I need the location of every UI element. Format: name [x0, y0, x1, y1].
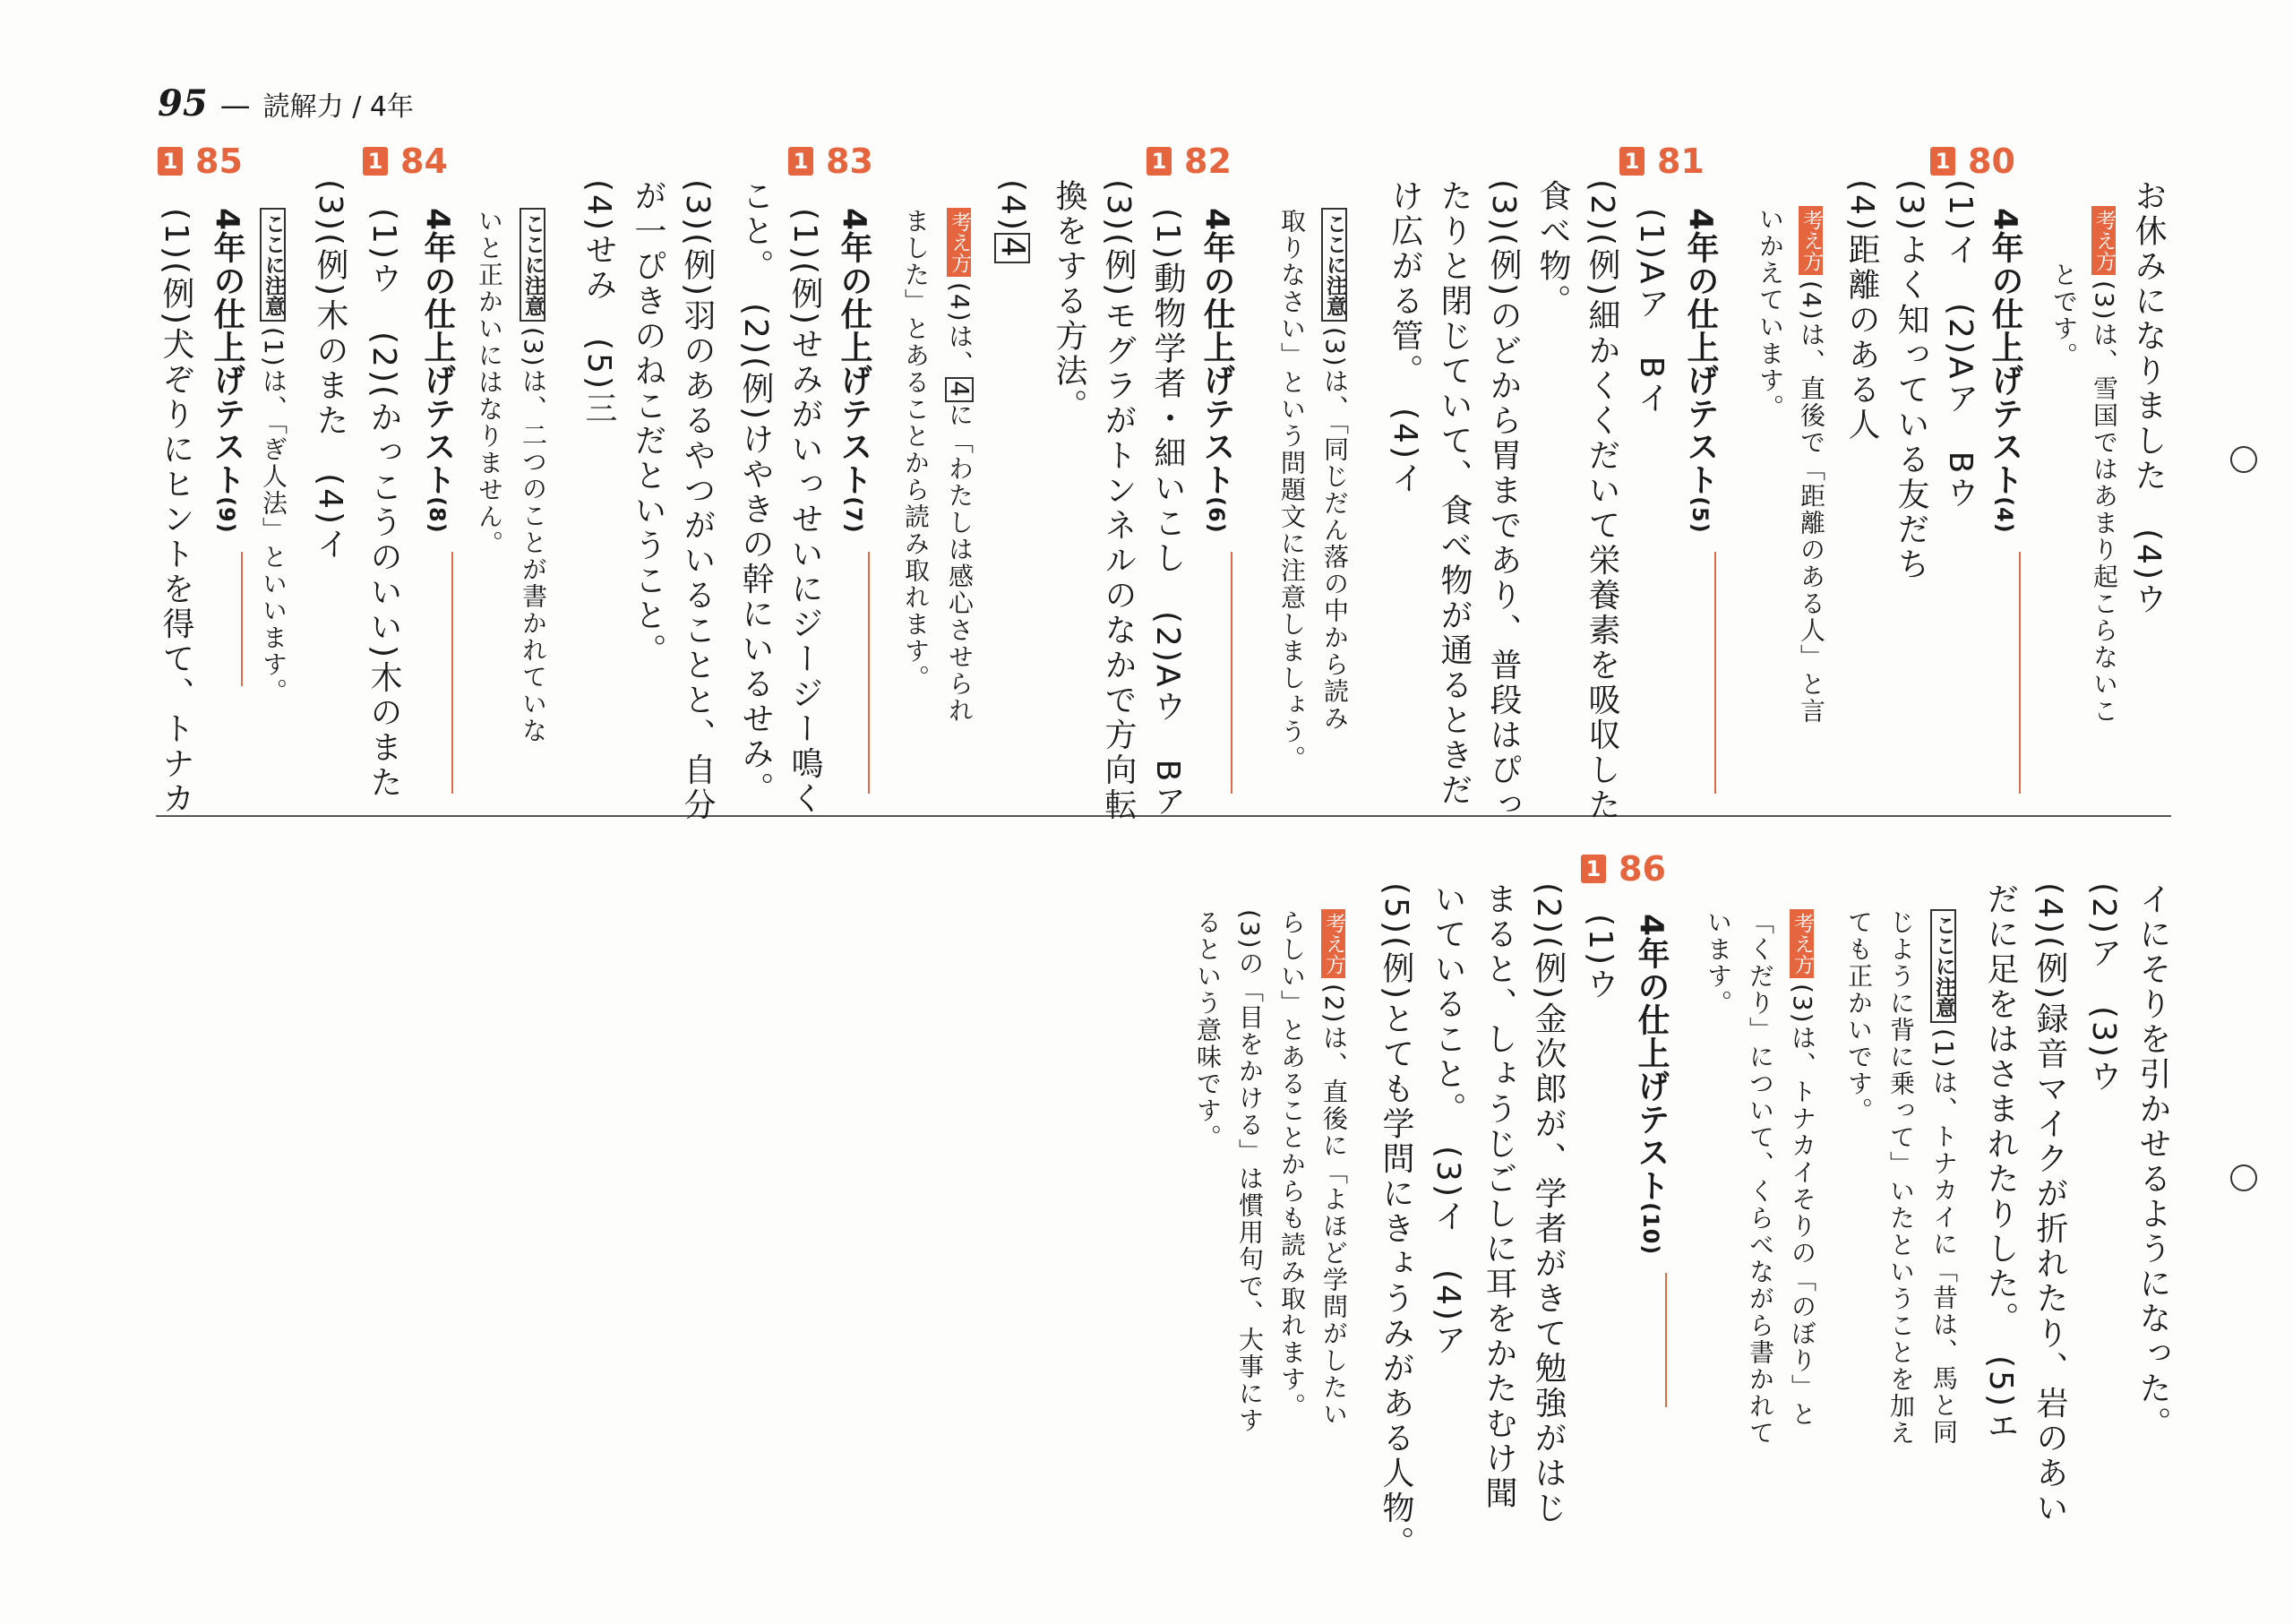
q79-note-2: とです。 — [2049, 262, 2079, 369]
subject-label: 読解力 / 4年 — [262, 91, 414, 123]
q81-answer-2: (2)(例)細かくくだいて栄養素を吸収した — [1584, 179, 1620, 823]
q79-answer: お休みになりました (4)ウ — [2130, 179, 2167, 617]
q85-note-5: 「くだり」について、くらべながら書かれて — [1746, 909, 1775, 1447]
q80-note: 考え方(4)は、直後で「距離のある人」と言 — [1799, 206, 1824, 725]
binder-hole-icon — [2230, 446, 2257, 473]
q83-answer-4: が一ぴきのねこだということ。 — [630, 179, 666, 668]
page-header — [158, 82, 414, 127]
q82-answer-3: 換をする方法。 — [1051, 179, 1087, 424]
q85-continued-1: イにそりを引かせるようになった。 — [2134, 882, 2171, 1441]
question-82: 1 82 — [1146, 143, 1232, 179]
q81-answer-6: け広がる管。 (4)イ — [1387, 179, 1423, 496]
q85-note-4: 考え方(3)は、トナカイそりの「のぼり」と — [1790, 909, 1815, 1428]
q86-note-2: らしい」とあることからも読み取れます。 — [1277, 909, 1307, 1420]
q81-heading: 4年の仕上げテスト(5) — [1684, 208, 1716, 794]
q80-answer-2: (3)よく知っている友だち — [1893, 179, 1929, 582]
q84-heading: 4年の仕上げテスト(8) — [421, 208, 453, 794]
q84-note: ここに注意(1)は、「ぎ人法」といいます。 — [260, 208, 286, 705]
q81-answer-1: (1)Aア Bイ — [1633, 208, 1670, 417]
q85-note-6: います。 — [1704, 909, 1733, 1017]
q82-answer-4: (4)4 — [994, 179, 1030, 263]
tips-tag: 考え方 — [2091, 206, 2116, 275]
q81-answer-3: 食べ物。 — [1534, 179, 1571, 319]
question-81: 1 81 — [1619, 143, 1705, 179]
page-number: 95 — [158, 82, 208, 125]
q86-answer-4: いていること。 (3)イ (4)ア — [1430, 882, 1466, 1358]
q82-heading: 4年の仕上げテスト(6) — [1200, 208, 1232, 794]
q82-answer-1: (1)動物学者・細いこし (2)Aウ Bア — [1149, 208, 1186, 820]
q86-heading: 4年の仕上げテスト(10) — [1635, 914, 1667, 1407]
q85-note-3: ても正かいです。 — [1844, 909, 1874, 1124]
q83-answer-1: (1)(例)せみがいっせいにジージー鳴く — [786, 208, 823, 817]
q85-continued-3: (4)(例)録音マイクが折れたり、岩のあい — [2031, 882, 2068, 1526]
q81-answer-5: たりと閉じていて、食べ物が通るときだ — [1436, 179, 1473, 808]
question-85: 1 85 — [158, 143, 243, 179]
question-80: 1 80 — [1930, 143, 2015, 179]
q84-answer-1: (1)ウ (2)(かっこうのいい)木のまた — [365, 208, 402, 801]
q85-note-1: ここに注意(1)は、トナカイに「昔は、馬と同 — [1930, 909, 1956, 1446]
question-83: 1 83 — [788, 143, 873, 179]
q81-note-2: 取りなさい」という問題文に注意しましょう。 — [1277, 208, 1307, 772]
q83-note-2: いと正かいにはなりません。 — [475, 208, 504, 557]
q86-note-1: 考え方(2)は、直後に「よほど学問がしたい — [1321, 909, 1346, 1428]
q80-note-2: いかえています。 — [1756, 206, 1785, 421]
q85-note-2: じように背に乗って」いたということを加え — [1886, 909, 1916, 1447]
q86-answer-3: まると、しょうじごしに耳をかたむけ聞 — [1481, 882, 1517, 1511]
question-84: 1 84 — [363, 143, 448, 179]
q83-answer-5: (4)せみ (5)三 — [580, 179, 617, 426]
q80-answer-1: (1)イ (2)Aア Bウ — [1942, 179, 1979, 511]
q83-note: ここに注意(3)は、二つのことが書かれていな — [520, 208, 545, 744]
q85-continued-4: だに足をはさまれたりした。 (5)エ — [1982, 882, 2019, 1444]
q86-answer-5: (5)(例)とても学問にきょうみがある人物。 — [1378, 882, 1414, 1561]
q81-answer-4: (3)(例)のどから胃まであり、普段はぴっ — [1485, 179, 1522, 823]
q85-continued-2: (2)ア (3)ウ — [2085, 882, 2122, 1095]
q86-note-3: (3)の「目をかける」は慣用句で、大事にす — [1235, 909, 1265, 1434]
header-separator: — — [219, 88, 251, 124]
q84-answer-2: (3)(例)木のまた (4)イ — [312, 179, 348, 563]
q80-answer-3: (4)距離のある人 — [1843, 179, 1880, 443]
q83-answer-2: こと。 (2)(例)けやきの幹にいるせみ。 — [737, 179, 774, 807]
question-86: 1 86 — [1581, 851, 1666, 887]
q85-heading: 4年の仕上げテスト(9) — [210, 208, 243, 686]
q80-heading: 4年の仕上げテスト(4) — [1988, 208, 2021, 794]
q83-heading: 4年の仕上げテスト(7) — [837, 208, 870, 794]
q83-answer-3: (3)(例)羽のあるやつがいることと、自分 — [679, 179, 716, 823]
q82-note: 考え方(4)は、4に「わたしは感心させられ — [945, 208, 974, 725]
q86-answer-1: (1)ウ — [1582, 914, 1619, 1002]
binder-hole-icon — [2230, 1164, 2257, 1191]
q81-note: ここに注意(3)は、「同じだん落の中から読み — [1321, 208, 1347, 732]
q79-note: 考え方(3)は、雪国ではあまり起こらないこ — [2091, 206, 2117, 725]
q86-answer-2: (2)(例)金次郎が、学者がきて勉強がはじ — [1530, 882, 1567, 1526]
q82-note-2: ました」とあることから読み取れます。 — [901, 208, 931, 692]
q86-note-4: るという意味です。 — [1193, 909, 1223, 1151]
q85-answer-1: (1)(例)犬ぞりにヒントを得て、トナカ — [158, 208, 194, 817]
q82-answer-2: (3)(例)モグラがトンネルのなかで方向転 — [1100, 179, 1137, 823]
